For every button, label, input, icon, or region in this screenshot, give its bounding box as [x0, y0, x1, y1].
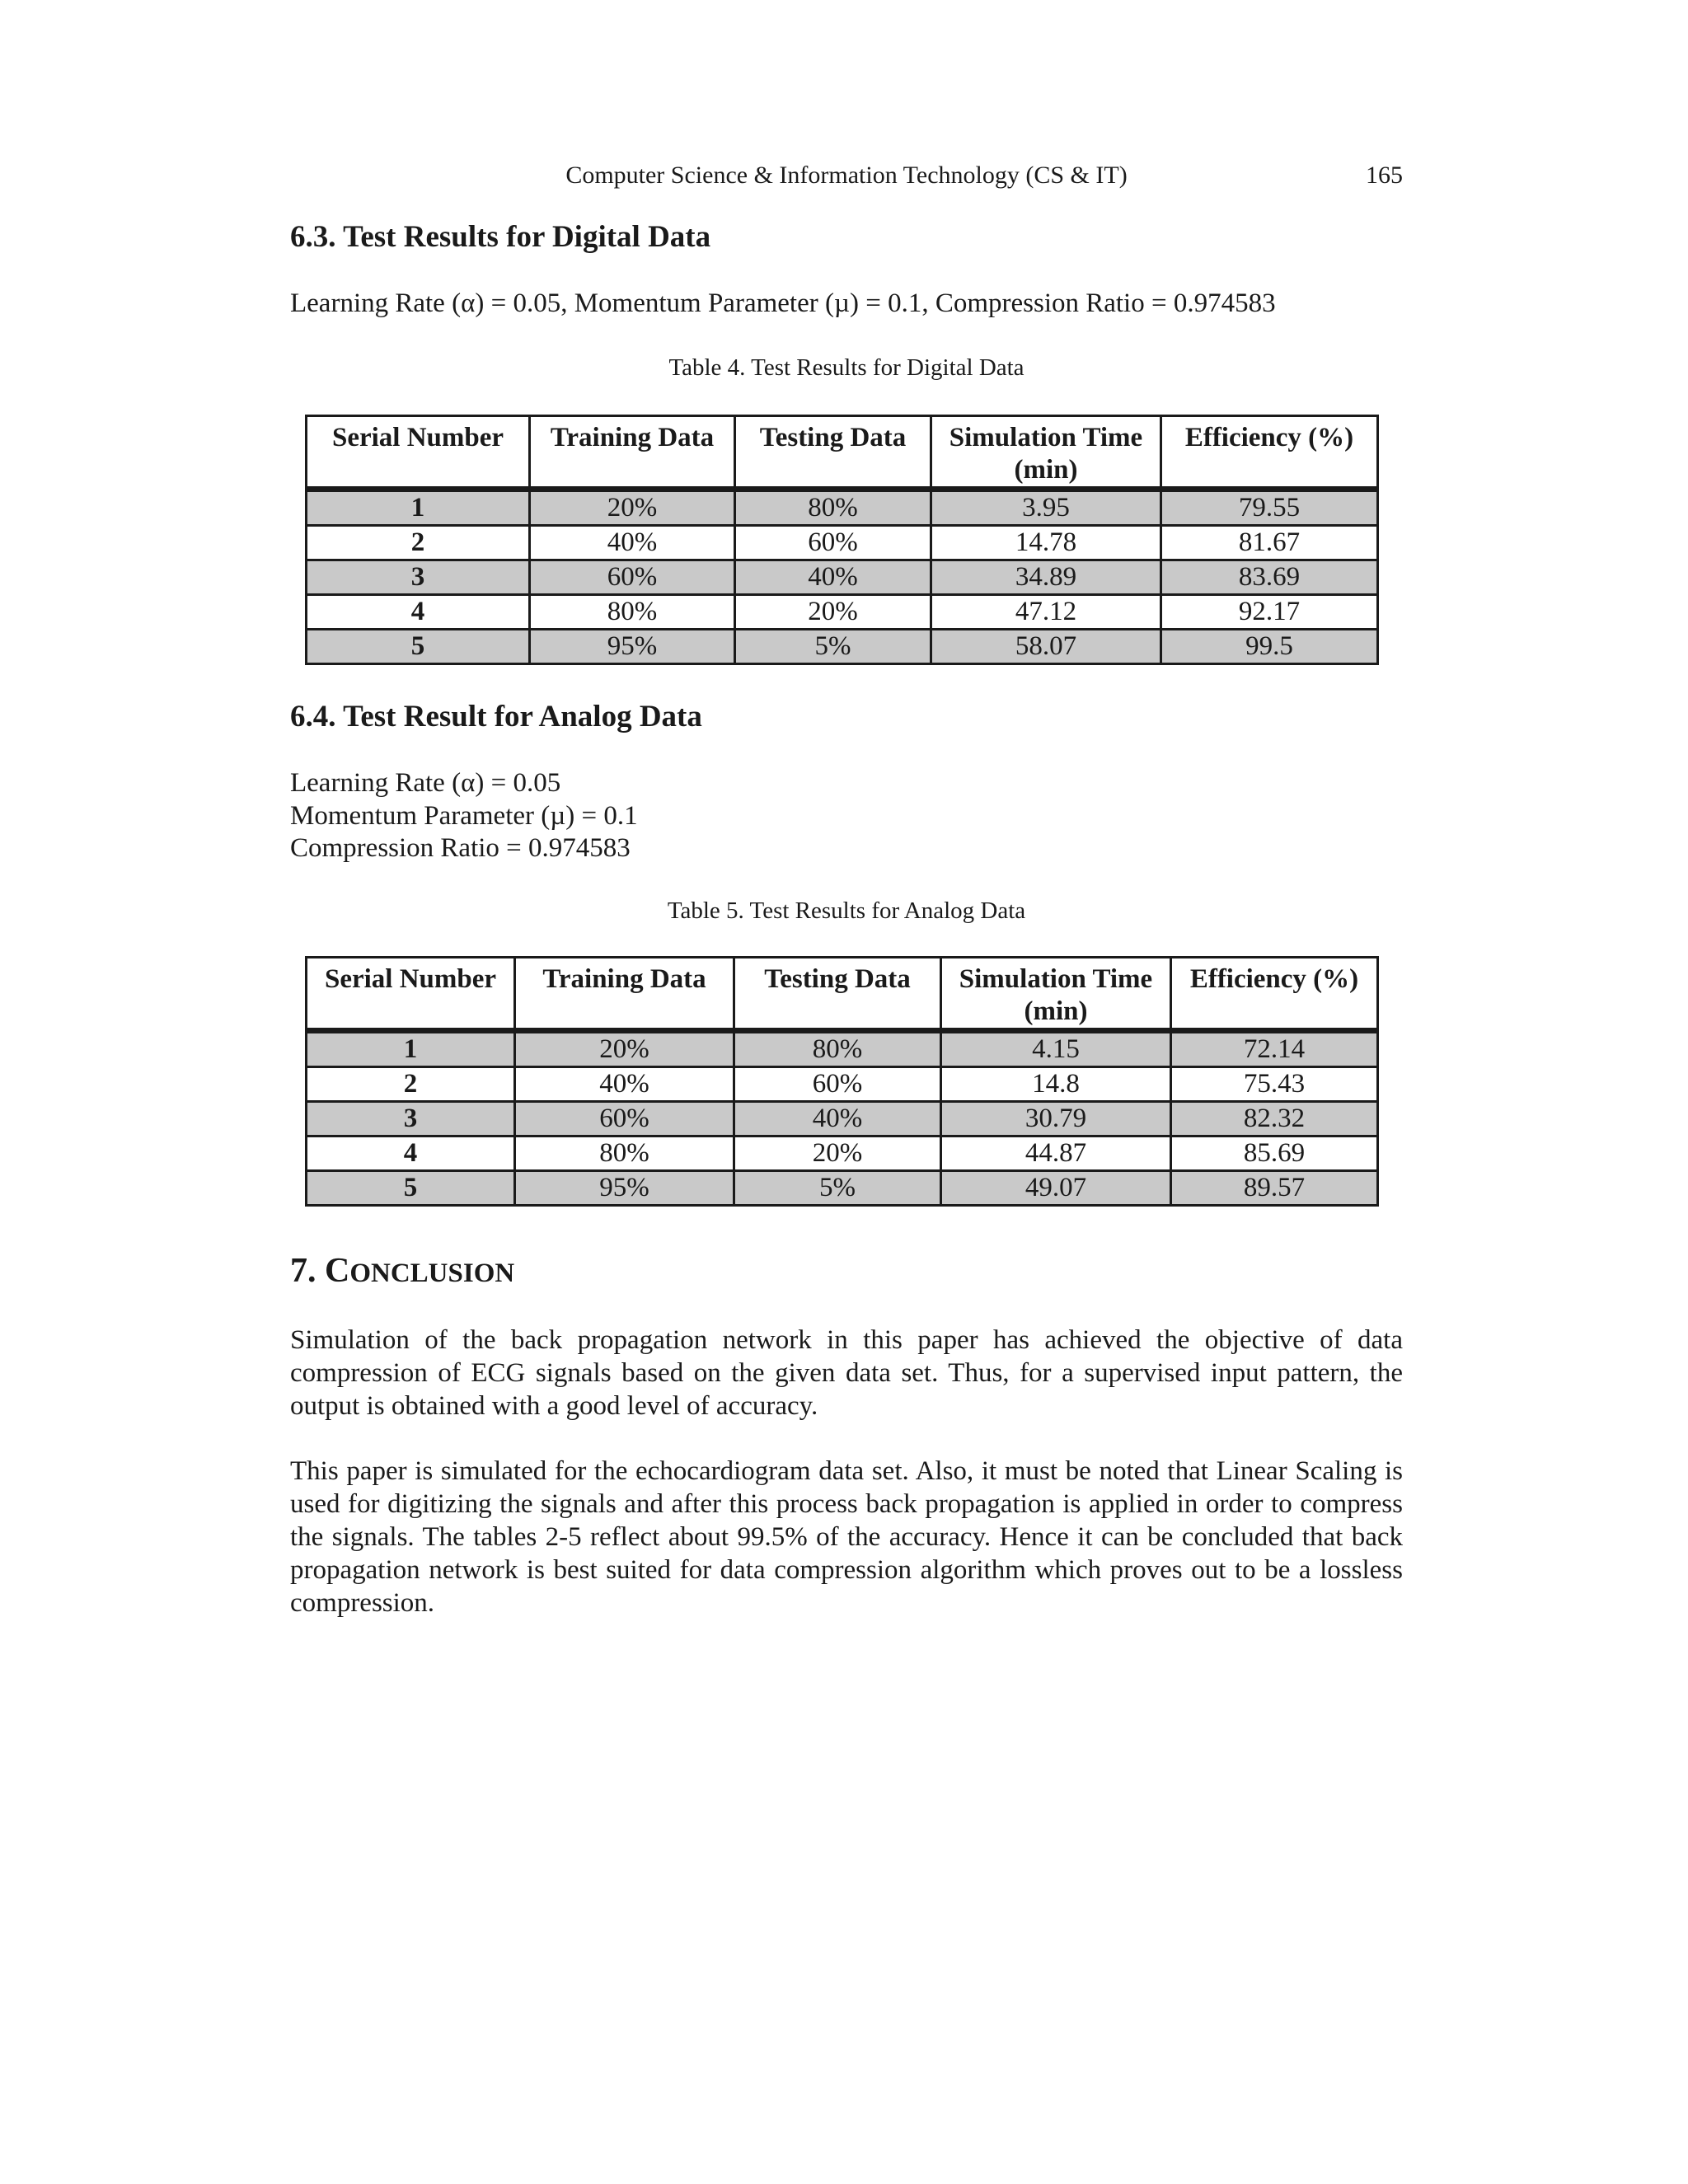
analog-param-momentum: Momentum Parameter (µ) = 0.1: [290, 801, 638, 831]
section-heading-6-3: 6.3. Test Results for Digital Data: [290, 220, 711, 254]
table-cell: 20%: [734, 1137, 941, 1171]
table-cell: 20%: [530, 490, 735, 526]
table-cell: 34.89: [931, 560, 1161, 595]
table-cell: 79.55: [1161, 490, 1378, 526]
table-cell: 95%: [530, 630, 735, 664]
table5-header-row: [307, 958, 1378, 1031]
table-cell: 3: [307, 1102, 515, 1137]
table-cell: 1: [307, 1031, 515, 1067]
running-head: [290, 162, 1403, 198]
table4-header-cell: Serial Number: [307, 416, 530, 490]
table-row: [307, 595, 1378, 630]
table-cell: 60%: [734, 1067, 941, 1102]
table-cell: 20%: [515, 1031, 734, 1067]
table-cell: 95%: [515, 1171, 734, 1206]
table-cell: 40%: [734, 1102, 941, 1137]
conclusion-title: ONCLUSION: [349, 1258, 515, 1288]
table-cell: 58.07: [931, 630, 1161, 664]
table-cell: 82.32: [1171, 1102, 1378, 1137]
page-number: 165: [1366, 162, 1403, 189]
table-cell: 40%: [530, 526, 735, 560]
table4-header-cell: Efficiency (%): [1161, 416, 1378, 490]
analog-param-learning-rate: Learning Rate (α) = 0.05: [290, 768, 561, 798]
table-cell: 1: [307, 490, 530, 526]
table-cell: 30.79: [941, 1102, 1171, 1137]
table-cell: 83.69: [1161, 560, 1378, 595]
conclusion-paragraph-1: Simulation of the back propagation network in this paper has achieved the objective of data compression of ECG signals based on the given data set. Thus, for a supervised input pattern, the output is obtained with a good level of accuracy.: [290, 1325, 1403, 1421]
table5-header-cell: Simulation Time (min): [941, 958, 1171, 1031]
table5-header-cell: Testing Data: [734, 958, 941, 1031]
table-row: [307, 490, 1378, 526]
table-cell: 47.12: [931, 595, 1161, 630]
table-cell: 72.14: [1171, 1031, 1378, 1067]
table-row: [307, 1102, 1378, 1137]
table5: [305, 956, 1379, 1207]
table-cell: 5%: [735, 630, 931, 664]
table-cell: 60%: [515, 1102, 734, 1137]
table-cell: 92.17: [1161, 595, 1378, 630]
table4: [305, 415, 1379, 665]
table-row: [307, 560, 1378, 595]
table-cell: 4.15: [941, 1031, 1171, 1067]
table-cell: 80%: [530, 595, 735, 630]
conclusion-number: 7. C: [290, 1252, 350, 1290]
conclusion-paragraph-2: This paper is simulated for the echocardiogram data set. Also, it must be noted that Linear Scaling is used for digitizing the signals and after this process back propagation is applied in order to compress the signals. The tables 2-5 reflect about 99.5% of the accuracy. Hence it can be concluded that back propagation network is best suited for data compression algorithm which proves out to be a lossless compression.: [290, 1456, 1403, 1618]
table-cell: 40%: [515, 1067, 734, 1102]
table-row: [307, 526, 1378, 560]
analog-param-compression: Compression Ratio = 0.974583: [290, 833, 631, 863]
table-cell: 5%: [734, 1171, 941, 1206]
table-cell: 60%: [735, 526, 931, 560]
table-cell: 2: [307, 1067, 515, 1102]
table5-header-cell: Serial Number: [307, 958, 515, 1031]
table-cell: 3.95: [931, 490, 1161, 526]
table-cell: 40%: [735, 560, 931, 595]
table-row: [307, 1137, 1378, 1171]
table-row: [307, 1171, 1378, 1206]
table-cell: 81.67: [1161, 526, 1378, 560]
table4-caption: Table 4. Test Results for Digital Data: [668, 354, 1025, 381]
table4-header-cell: Training Data: [530, 416, 735, 490]
section-heading-6-4: 6.4. Test Result for Analog Data: [290, 700, 702, 733]
table-cell: 80%: [735, 490, 931, 526]
table-cell: 80%: [515, 1137, 734, 1171]
table-cell: 49.07: [941, 1171, 1171, 1206]
table4-header-cell: Simulation Time (min): [931, 416, 1161, 490]
table-row: [307, 1031, 1378, 1067]
table-cell: 5: [307, 1171, 515, 1206]
table4-header-cell: Testing Data: [735, 416, 931, 490]
table-cell: 99.5: [1161, 630, 1378, 664]
table-cell: 80%: [734, 1031, 941, 1067]
table-row: [307, 630, 1378, 664]
journal-name: Computer Science & Information Technology (CS & IT): [565, 162, 1128, 189]
table4-header-row: [307, 416, 1378, 490]
table5-header-cell: Efficiency (%): [1171, 958, 1378, 1031]
table5-caption: Table 5. Test Results for Analog Data: [667, 898, 1026, 924]
table-cell: 4: [307, 595, 530, 630]
conclusion-heading: [290, 1251, 514, 1291]
table-cell: 4: [307, 1137, 515, 1171]
table5-header-cell: Training Data: [515, 958, 734, 1031]
table-cell: 5: [307, 630, 530, 664]
table-row: [307, 1067, 1378, 1102]
table-cell: 75.43: [1171, 1067, 1378, 1102]
table-cell: 3: [307, 560, 530, 595]
digital-params: Learning Rate (α) = 0.05, Momentum Parameter (µ) = 0.1, Compression Ratio = 0.974583: [290, 288, 1276, 318]
table-cell: 14.78: [931, 526, 1161, 560]
table-cell: 20%: [735, 595, 931, 630]
table-cell: 14.8: [941, 1067, 1171, 1102]
table-cell: 60%: [530, 560, 735, 595]
table-cell: 44.87: [941, 1137, 1171, 1171]
table-cell: 2: [307, 526, 530, 560]
table-cell: 89.57: [1171, 1171, 1378, 1206]
table-cell: 85.69: [1171, 1137, 1378, 1171]
